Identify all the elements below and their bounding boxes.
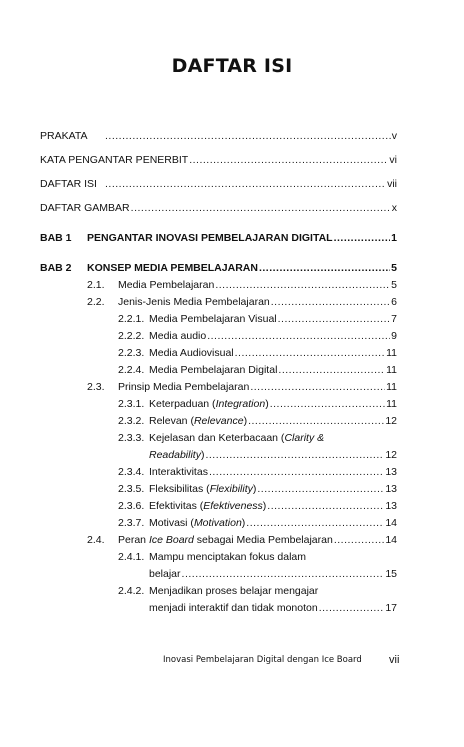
toc-entry-2-3-2[interactable] <box>118 415 397 428</box>
toc-entry-2-4-1-line2[interactable] <box>149 568 397 581</box>
toc-page: 13 <box>385 483 397 495</box>
toc-page: 7 <box>391 313 397 325</box>
leader-dots <box>105 130 391 143</box>
subsection-number: 2.2.1. <box>118 313 145 325</box>
toc-entry-daftar-isi[interactable] <box>40 178 397 191</box>
leader-dots <box>189 154 388 167</box>
subsection-title: Media audio <box>149 330 207 342</box>
toc-label: PRAKATA <box>40 130 88 142</box>
leader-dots <box>246 517 384 530</box>
running-footer: Inovasi Pembelajaran Digital dengan Ice Board <box>163 655 362 665</box>
subsection-number: 2.3.4. <box>118 466 145 478</box>
title-text: Menjadikan proses belajar mengajar <box>149 585 319 597</box>
toc-entry-2-4-2-line2[interactable] <box>149 602 397 615</box>
subsection-title <box>149 449 204 462</box>
title-italic: Relevance <box>193 415 244 427</box>
title-italic: Flexibility <box>209 483 253 495</box>
subsection-number: 2.2.2. <box>118 330 145 342</box>
toc-page: x <box>391 202 397 214</box>
subsection-title: menjadi interaktif dan tidak monoton <box>149 602 318 614</box>
section-title <box>118 534 333 547</box>
subsection-title: Interaktivitas <box>149 466 208 478</box>
leader-dots <box>278 313 391 326</box>
title-text: Mampu menciptakan fokus dalam <box>149 551 306 563</box>
toc-entry-2-3-3-line1[interactable] <box>118 432 324 445</box>
subsection-title <box>149 517 245 530</box>
toc-page: 1 <box>391 232 397 244</box>
toc-entry-2-3-4[interactable] <box>118 466 397 479</box>
section-number: 2.4. <box>87 534 105 546</box>
toc-entry-2-2-3[interactable] <box>118 347 397 360</box>
leader-dots <box>259 262 390 275</box>
subsection-number: 2.3.3. <box>118 432 145 444</box>
leader-dots <box>182 568 385 581</box>
title-text: Keterpaduan ( <box>149 398 216 410</box>
toc-entry-2-4-2-line1[interactable] <box>118 585 318 598</box>
subsection-number: 2.2.3. <box>118 347 145 359</box>
toc-entry-prakata[interactable] <box>40 130 397 143</box>
leader-dots <box>334 534 385 547</box>
subsection-number: 2.3.6. <box>118 500 145 512</box>
section-number: 2.3. <box>87 381 105 393</box>
leader-dots <box>267 500 384 513</box>
subsection-number: 2.4.2. <box>118 585 145 597</box>
toc-page: 13 <box>385 500 397 512</box>
toc-page: vi <box>389 154 397 166</box>
leader-dots <box>131 202 391 215</box>
toc-label: DAFTAR ISI <box>40 178 97 190</box>
section-number: 2.1. <box>87 279 105 291</box>
leader-dots <box>205 449 384 462</box>
title-italic: Ice Board <box>148 534 194 546</box>
section-title: Jenis-Jenis Media Pembelajaran <box>118 296 270 308</box>
leader-dots <box>209 466 384 479</box>
toc-entry-kata-pengantar[interactable] <box>40 154 397 167</box>
title-text: sebagai Media Pembelajaran <box>193 534 333 546</box>
title-text: Kejelasan dan Keterbacaan ( <box>149 432 285 444</box>
page-title: DAFTAR ISI <box>171 55 293 77</box>
title-text: ) <box>200 449 205 461</box>
subsection-number: 2.3.1. <box>118 398 145 410</box>
chapter-number: BAB 1 <box>40 232 72 244</box>
toc-page: 11 <box>386 347 397 359</box>
title-text: ) <box>262 500 267 512</box>
leader-dots <box>270 398 385 411</box>
toc-page: 5 <box>391 279 397 291</box>
toc-page: v <box>391 130 397 142</box>
subsection-number: 2.3.7. <box>118 517 145 529</box>
subsection-title <box>149 483 256 496</box>
subsection-number: 2.3.5. <box>118 483 145 495</box>
toc-entry-2-3-3-line2[interactable] <box>149 449 397 462</box>
subsection-title <box>149 415 247 428</box>
toc-entry-2-1[interactable] <box>87 279 397 292</box>
toc-page: 15 <box>385 568 397 580</box>
leader-dots <box>319 602 385 615</box>
toc-page: 14 <box>385 534 397 546</box>
toc-label: KATA PENGANTAR PENERBIT <box>40 154 189 166</box>
title-text: ) <box>241 517 246 529</box>
toc-entry-2-3-7[interactable] <box>118 517 397 530</box>
subsection-title: Media Pembelajaran Visual <box>149 313 277 325</box>
subsection-title: Media Pembelajaran Digital <box>149 364 278 376</box>
subsection-title <box>149 500 266 513</box>
subsection-title: Media Audiovisual <box>149 347 234 359</box>
toc-entry-2-4-1-line1[interactable] <box>118 551 306 564</box>
subsection-number: 2.3.2. <box>118 415 145 427</box>
toc-page: 11 <box>386 364 397 376</box>
title-italic: Readability <box>149 449 201 461</box>
title-italic: Integration <box>215 398 266 410</box>
leader-dots <box>250 381 385 394</box>
toc-label: DAFTAR GAMBAR <box>40 202 130 214</box>
leader-dots <box>257 483 384 496</box>
subsection-number: 2.4.1. <box>118 551 145 563</box>
chapter-title: PENGANTAR INOVASI PEMBELAJARAN DIGITAL <box>87 232 333 244</box>
toc-page: 14 <box>385 517 397 529</box>
title-text: ) <box>243 415 248 427</box>
title-text: Fleksibilitas ( <box>149 483 210 495</box>
title-italic: Motivation <box>193 517 242 529</box>
toc-entry-2-3-1[interactable] <box>118 398 397 411</box>
toc-page: 11 <box>386 398 397 410</box>
toc-entry-2-3[interactable] <box>87 381 397 394</box>
subsection-title: belajar <box>149 568 181 580</box>
toc-page: vii <box>387 178 397 190</box>
toc-page: 12 <box>385 415 397 427</box>
section-title: Media Pembelajaran <box>118 279 215 291</box>
toc-entry-2-2-4[interactable] <box>118 364 397 377</box>
subsection-title <box>149 398 269 411</box>
toc-page: 13 <box>385 466 397 478</box>
toc-chapter-bab2[interactable] <box>40 262 397 275</box>
section-number: 2.2. <box>87 296 105 308</box>
title-text: ) <box>265 398 269 410</box>
title-text: ) <box>252 483 257 495</box>
toc-chapter-bab1[interactable] <box>40 232 397 245</box>
chapter-number: BAB 2 <box>40 262 72 274</box>
leader-dots <box>278 364 385 377</box>
title-italic: Clarity & <box>284 432 325 444</box>
title-text: Motivasi ( <box>149 517 194 529</box>
leader-dots <box>248 415 384 428</box>
toc-page: 17 <box>385 602 397 614</box>
section-title: Prinsip Media Pembelajaran <box>118 381 250 393</box>
leader-dots <box>105 178 386 191</box>
toc-entry-2-4[interactable] <box>87 534 397 547</box>
chapter-title: KONSEP MEDIA PEMBELAJARAN <box>87 262 258 274</box>
toc-entry-2-2-2[interactable] <box>118 330 397 343</box>
toc-entry-2-2-1[interactable] <box>118 313 397 326</box>
leader-dots <box>235 347 385 360</box>
leader-dots <box>207 330 390 343</box>
toc-entry-2-2[interactable] <box>87 296 397 309</box>
title-text: Efektivitas ( <box>149 500 204 512</box>
title-text: Peran <box>118 534 149 546</box>
page-number: vii <box>389 654 400 666</box>
title-italic: Efektiveness <box>203 500 263 512</box>
subsection-number: 2.2.4. <box>118 364 145 376</box>
leader-dots <box>334 232 391 245</box>
toc-entry-daftar-gambar[interactable] <box>40 202 397 215</box>
toc-page: 9 <box>391 330 397 342</box>
toc-entry-2-3-5[interactable] <box>118 483 397 496</box>
leader-dots <box>271 296 390 309</box>
toc-page: 6 <box>391 296 397 308</box>
toc-page: 5 <box>391 262 397 274</box>
title-text: Relevan ( <box>149 415 194 427</box>
leader-dots <box>215 279 390 292</box>
toc-page: 12 <box>385 449 397 461</box>
toc-entry-2-3-6[interactable] <box>118 500 397 513</box>
toc-page: 11 <box>386 381 397 393</box>
